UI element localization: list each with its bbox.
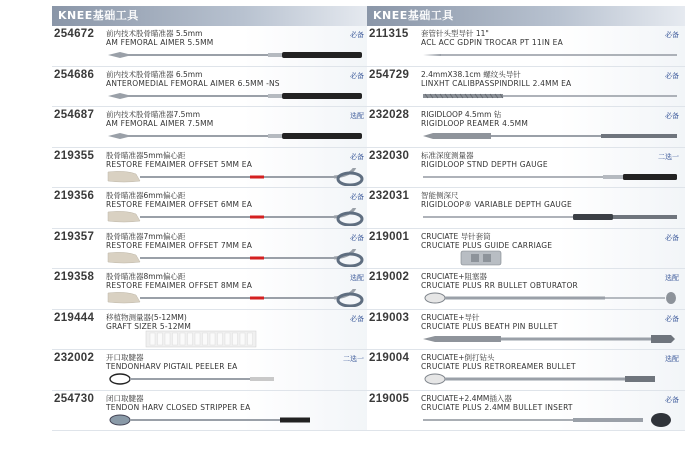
column-header: KNEE基础工具 xyxy=(367,6,685,26)
product-names xyxy=(106,70,280,88)
product-name-en: CRUCIATE PLUS BEATH PIN BULLET xyxy=(421,321,558,331)
requirement-tag: 必备 xyxy=(350,152,364,161)
product-names xyxy=(421,394,573,412)
product-names xyxy=(106,29,213,47)
product-name-cn: 智能侧深尺 xyxy=(421,191,459,200)
instrument-image xyxy=(421,46,683,64)
right-column xyxy=(367,6,685,431)
product-name-cn: 前内技术股骨瞄准器7.5mm xyxy=(106,110,201,119)
product-code: 219002 xyxy=(369,271,410,283)
product-code: 219355 xyxy=(54,149,95,162)
product-name-en: TENDON HARV CLOSED STRIPPER EA xyxy=(106,402,251,412)
product-code: 219001 xyxy=(369,230,410,243)
requirement-tag: 必备 xyxy=(350,314,364,323)
product-name-cn: 股骨瞄准器6mm偏心距 xyxy=(106,191,186,200)
product-names xyxy=(421,191,572,209)
product-name-en: AM FEMORAL AIMER 5.5MM xyxy=(106,38,214,47)
product-names xyxy=(106,353,237,371)
requirement-tag: 必备 xyxy=(665,31,679,39)
product-name-en: CRUCIATE PLUS GUIDE CARRIAGE xyxy=(421,240,553,250)
requirement-tag: 必备 xyxy=(350,233,364,242)
product-name-en: RIGIDLOOP STND DEPTH GAUGE xyxy=(421,159,548,169)
instrument-image xyxy=(421,249,683,267)
product-name-en: CRUCIATE PLUS RETROREAMER BULLET xyxy=(421,362,576,371)
product-row xyxy=(367,269,685,310)
product-name-cn: 套管针头型导针 11" xyxy=(421,29,489,38)
product-name-en: RESTORE FEMAIMER OFFSET 8MM EA xyxy=(106,281,253,290)
instrument-image xyxy=(421,289,683,307)
product-code: 254686 xyxy=(54,68,95,81)
product-name-cn: 股骨瞄准器7mm偏心距 xyxy=(106,231,186,241)
product-name-en: LINXHT CALIBPASSPINDRILL 2.4MM EA xyxy=(421,78,572,88)
product-code: 219004 xyxy=(369,352,410,364)
product-name-en: AM FEMORAL AIMER 7.5MM xyxy=(106,119,214,128)
product-names xyxy=(106,151,252,169)
requirement-tag: 必备 xyxy=(665,314,679,323)
requirement-tag: 必备 xyxy=(350,71,364,80)
product-code: 219005 xyxy=(369,392,410,405)
product-code: 219356 xyxy=(54,190,95,202)
product-names xyxy=(106,191,252,209)
product-name-en: CRUCIATE PLUS RR BULLET OBTURATOR xyxy=(421,281,578,290)
instrument-image xyxy=(106,87,368,105)
product-row xyxy=(367,188,685,229)
requirement-tag: 选配 xyxy=(350,274,364,282)
product-names xyxy=(421,110,528,128)
requirement-tag: 二选一 xyxy=(658,152,679,161)
product-row xyxy=(367,107,685,148)
requirement-tag: 必备 xyxy=(665,71,679,80)
product-name-cn: 移植物测量器(5-12MM) xyxy=(106,312,187,322)
product-code: 219358 xyxy=(54,271,95,283)
product-name-cn: 股骨瞄准器5mm偏心距 xyxy=(106,150,186,160)
product-row xyxy=(367,229,685,270)
product-names xyxy=(106,272,252,290)
product-row xyxy=(52,188,370,229)
product-name-en: RESTORE FEMAIMER OFFSET 6MM EA xyxy=(106,200,253,209)
product-name-cn: 2.4mmX38.1cm 螺纹头导针 xyxy=(421,69,521,79)
product-name-en: ACL ACC GDPIN TROCAR PT 11IN EA xyxy=(421,38,563,47)
product-name-en: GRAFT SIZER 5-12MM xyxy=(106,321,192,331)
product-row xyxy=(367,67,685,108)
product-names xyxy=(421,272,578,290)
product-row xyxy=(52,391,370,432)
product-name-cn: CRUCIATE+导针 xyxy=(421,312,480,322)
product-row xyxy=(52,229,370,270)
product-code: 219444 xyxy=(54,311,95,324)
instrument-image xyxy=(106,127,368,145)
instrument-image xyxy=(421,168,683,186)
product-code: 232028 xyxy=(369,109,410,121)
product-row xyxy=(52,350,370,391)
product-names xyxy=(421,29,563,47)
product-row xyxy=(367,148,685,189)
instrument-image xyxy=(421,411,683,429)
requirement-tag: 必备 xyxy=(665,112,679,120)
product-name-cn: CRUCIATE 导针套筒 xyxy=(421,231,491,241)
instrument-image xyxy=(106,168,368,186)
requirement-tag: 选配 xyxy=(665,355,679,363)
product-code: 219357 xyxy=(54,230,95,243)
instrument-image xyxy=(106,249,368,267)
product-name-cn: CRUCIATE+倒打钻头 xyxy=(421,353,495,362)
product-names xyxy=(106,232,252,250)
product-code: 232030 xyxy=(369,149,410,162)
instrument-image xyxy=(106,289,368,307)
requirement-tag: 必备 xyxy=(350,31,364,39)
product-row xyxy=(52,107,370,148)
product-name-en: TENDONHARV PIGTAIL PEELER EA xyxy=(106,362,238,371)
product-name-en: RESTORE FEMAIMER OFFSET 5MM EA xyxy=(106,159,253,169)
product-names xyxy=(421,232,552,250)
left-column xyxy=(52,6,370,431)
instrument-image xyxy=(106,370,368,388)
instrument-image xyxy=(106,46,368,64)
requirement-tag: 必备 xyxy=(665,395,679,404)
product-row xyxy=(52,26,370,67)
product-row xyxy=(367,26,685,67)
requirement-tag: 二选一 xyxy=(343,355,364,363)
product-row xyxy=(52,67,370,108)
requirement-tag: 选配 xyxy=(350,112,364,120)
product-list xyxy=(367,26,685,431)
instrument-image xyxy=(421,87,683,105)
product-code: 232002 xyxy=(54,352,95,364)
product-list xyxy=(52,26,370,431)
product-name-en: RIGIDLOOP® VARIABLE DEPTH GAUGE xyxy=(421,200,572,209)
instrument-image xyxy=(421,370,683,388)
product-code: 211315 xyxy=(369,28,409,40)
product-names xyxy=(106,394,250,412)
instrument-image xyxy=(106,330,368,348)
product-names xyxy=(421,353,576,371)
product-code: 254672 xyxy=(54,28,95,40)
product-code: 232031 xyxy=(369,190,410,202)
product-name-cn: 股骨瞄准器8mm偏心距 xyxy=(106,272,186,281)
product-name-en: RESTORE FEMAIMER OFFSET 7MM EA xyxy=(106,240,253,250)
instrument-image xyxy=(421,330,683,348)
product-row xyxy=(367,310,685,351)
product-code: 219003 xyxy=(369,311,410,324)
product-name-cn: 标准深度测量器 xyxy=(421,150,474,160)
product-row xyxy=(367,391,685,432)
product-code: 254687 xyxy=(54,109,95,121)
product-name-cn: 闭口取腱器 xyxy=(106,393,144,403)
product-name-cn: 前内技术股骨瞄准器 6.5mm xyxy=(106,69,203,79)
product-names xyxy=(421,151,548,169)
product-row xyxy=(52,310,370,351)
product-names xyxy=(106,110,213,128)
requirement-tag: 必备 xyxy=(665,233,679,242)
requirement-tag: 必备 xyxy=(350,193,364,201)
product-name-cn: 前内技术股骨瞄准器 5.5mm xyxy=(106,29,203,38)
product-name-cn: CRUCIATE+阻塞器 xyxy=(421,272,488,281)
product-name-cn: RIGIDLOOP 4.5mm 钻 xyxy=(421,110,502,119)
instrument-image xyxy=(106,208,368,226)
product-row xyxy=(52,269,370,310)
requirement-tag: 选配 xyxy=(665,274,679,282)
instrument-image xyxy=(421,208,683,226)
product-row xyxy=(367,350,685,391)
product-name-cn: CRUCIATE+2.4MM插入器 xyxy=(421,393,512,403)
product-name-en: ANTEROMEDIAL FEMORAL AIMER 6.5MM -NS xyxy=(106,78,280,88)
column-header: KNEE基础工具 xyxy=(52,6,370,26)
product-names xyxy=(106,313,191,331)
product-code: 254729 xyxy=(369,68,410,81)
instrument-image xyxy=(106,411,368,429)
product-code: 254730 xyxy=(54,392,95,405)
product-names xyxy=(421,313,558,331)
product-name-en: CRUCIATE PLUS 2.4MM BULLET INSERT xyxy=(421,402,573,412)
product-name-cn: 开口取腱器 xyxy=(106,353,144,362)
product-names xyxy=(421,70,571,88)
product-name-en: RIGIDLOOP REAMER 4.5MM xyxy=(421,119,529,128)
product-row xyxy=(52,148,370,189)
instrument-image xyxy=(421,127,683,145)
